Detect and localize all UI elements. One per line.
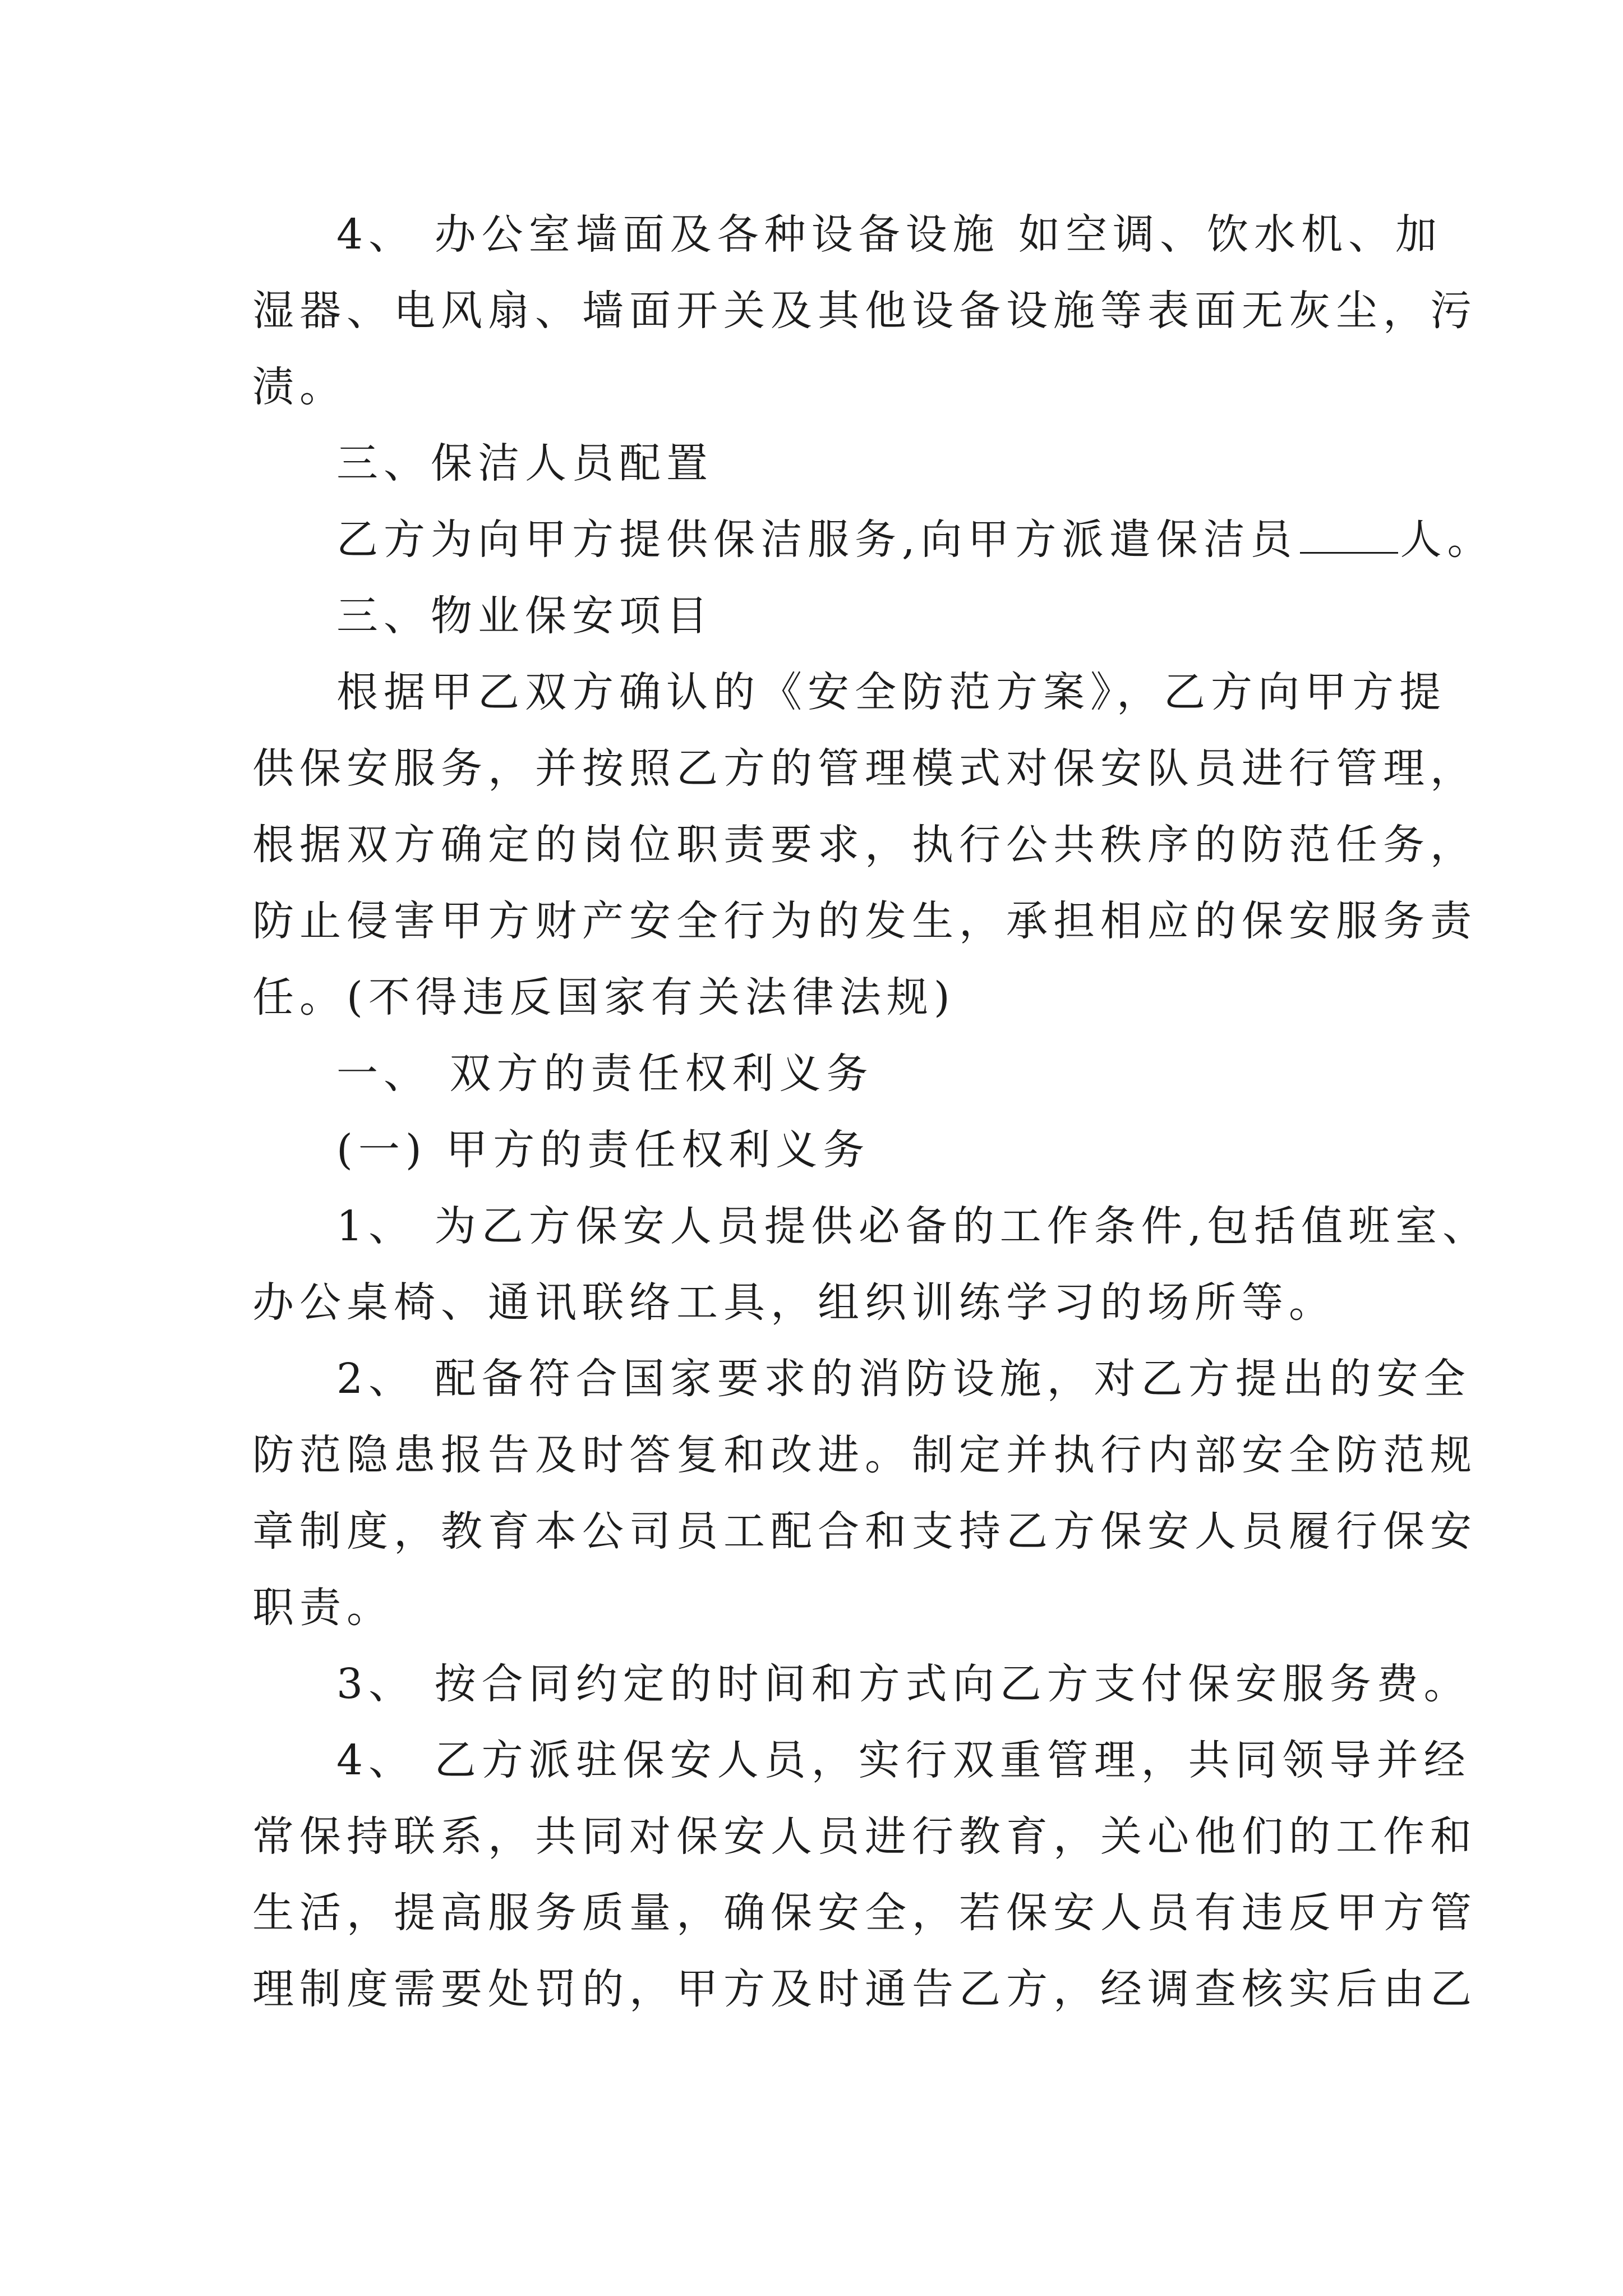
paragraph-line: 根据甲乙双方确认的《安全防范方案》，乙方向甲方提 [336,668,1446,716]
paragraph-line: 生活，提高服务质量，确保安全，若保安人员有违反甲方管 [252,1889,1477,1937]
paragraph-line: 防范隐患报告及时答复和改进。制定并执行内部安全防范规 [252,1431,1477,1479]
paragraph-line: 任。(不得违反国家有关法律法规) [252,973,956,1022]
paragraph-line: 章制度，教育本公司员工配合和支持乙方保安人员履行保安 [252,1507,1477,1556]
paragraph-line: 湿器、电风扇、墙面开关及其他设备设施等表面无灰尘，污 [252,287,1477,335]
paragraph-line: 办公桌椅、通讯联络工具，组织训练学习的场所等。 [252,1278,1336,1327]
paragraph-line: 常保持联系，共同对保安人员进行教育，关心他们的工作和 [252,1812,1477,1861]
document-body [252,210,1495,2044]
paragraph-line: 1、 为乙方保安人员提供必备的工作条件,包括值班室、 [336,1202,1490,1250]
paragraph-line: 防止侵害甲方财产安全行为的发生，承担相应的保安服务责 [252,897,1477,945]
fill-in-blank [1300,549,1398,554]
paragraph-text-suffix: 人。 [1400,516,1495,564]
paragraph-line: 供保安服务，并按照乙方的管理模式对保安队员进行管理， [252,744,1477,793]
paragraph-line: 3、 按合同约定的时间和方式向乙方支付保安服务费。 [336,1660,1471,1708]
subsection-heading: (一) 甲方的责任权利义务 [336,1126,870,1174]
section-heading: 三、保洁人员配置 [336,439,713,487]
paragraph-line: 职责。 [252,1584,394,1632]
paragraph-line: 4、 乙方派驻保安人员，实行双重管理，共同领导并经 [336,1736,1471,1784]
paragraph-line: 理制度需要处罚的，甲方及时通告乙方，经调查核实后由乙 [252,1965,1477,2013]
paragraph-text: 乙方为向甲方提供保洁服务,向甲方派遣保洁员 [336,516,1298,564]
section-heading: 三、物业保安项目 [336,592,713,640]
paragraph-line: 根据双方确定的岗位职责要求，执行公共秩序的防范任务， [252,821,1477,869]
paragraph-line: 4、 办公室墙面及各种设备设施 如空调、饮水机、加 [336,210,1443,259]
paragraph-line [252,516,1495,595]
section-heading: 一、 双方的责任权利义务 [336,1050,874,1098]
paragraph-line: 渍。 [252,363,347,411]
paragraph-line: 2、 配备符合国家要求的消防设施，对乙方提出的安全 [336,1355,1471,1403]
